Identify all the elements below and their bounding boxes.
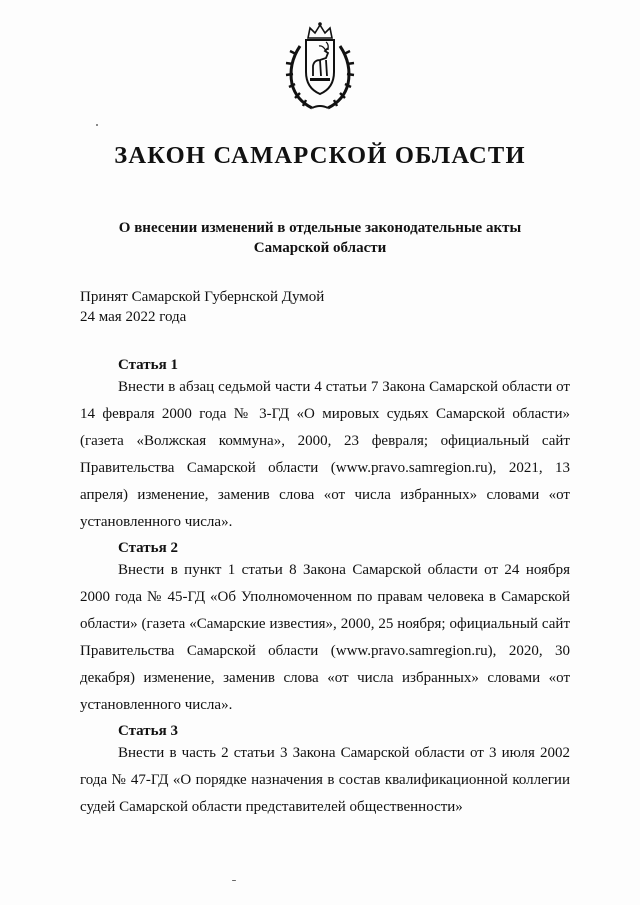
scan-speck: [96, 124, 98, 126]
article-heading-2: Статья 2: [118, 540, 178, 556]
article-text-1: Внести в абзац седьмой части 4 статьи 7 Закона Самарской области от 14 февраля 2000 года № 3-ГД «О мировых судьях Самарской области» (газета «Волжская коммуна», 2000, 23 февраля; официальный сайт Правительства Самарской области (www.pravo.samregion.ru), 2021, 13 апреля) изменение, заменив слова «от числа избранных» словами «от установленного числа».: [80, 379, 570, 530]
adoption-info: [80, 287, 324, 327]
article-text-3: Внести в часть 2 статьи 3 Закона Самарской области от 3 июля 2002 года № 47-ГД «О порядке назначения в состав квалификационной коллегии судей Самарской области представителей общественности»: [80, 745, 570, 815]
subtitle-line-2: Самарской области: [253, 240, 387, 256]
law-title: ЗАКОН САМАРСКОЙ ОБЛАСТИ: [114, 142, 526, 169]
article-heading-3: Статья 3: [118, 723, 178, 739]
law-subtitle: [0, 218, 640, 258]
samara-coat-of-arms-icon: [282, 20, 358, 114]
article-heading-1: Статья 1: [118, 357, 178, 373]
scan-speck: [232, 880, 236, 881]
article-text-2: Внести в пункт 1 статьи 8 Закона Самарской области от 24 ноября 2000 года № 45-ГД «Об Уполномоченном по правам человека в Самарской области» (газета «Самарские известия», 2000, 25 ноября; официальный сайт Правительства Самарской области (www.pravo.samregion.ru), 2020, 30 декабря) изменение, заменив слова «от числа избранных» словами «от установленного числа».: [80, 562, 570, 713]
subtitle-line-1: О внесении изменений в отдельные законодательные акты: [118, 220, 522, 236]
adopted-date: 24 мая 2022 года: [80, 309, 187, 325]
adopted-by: Принят Самарской Губернской Думой: [80, 289, 325, 305]
